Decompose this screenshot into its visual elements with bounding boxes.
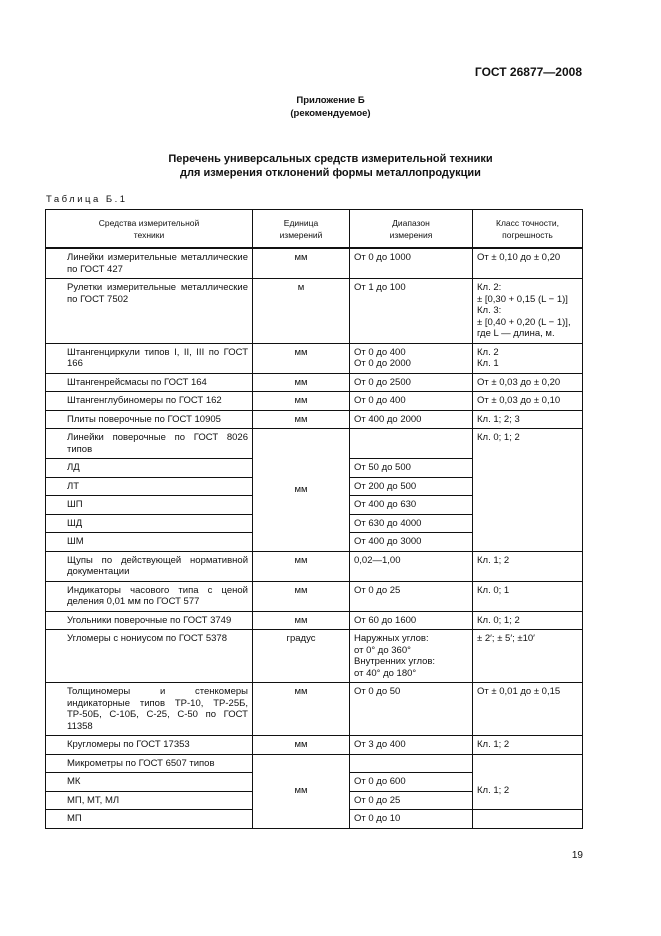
unit-cell: мм: [253, 683, 350, 736]
unit-cell: мм: [253, 373, 350, 392]
instrument-name: Кругломеры по ГОСТ 17353: [46, 736, 253, 755]
document-title: [0, 152, 661, 180]
unit-cell: мм: [253, 736, 350, 755]
instrument-subtype: ЛД: [46, 459, 253, 478]
table-row: [46, 736, 583, 755]
range-cell: От 0 до 1000: [350, 248, 473, 279]
range-cell-empty: [350, 754, 473, 773]
instrument-name: Толщиномеры и стенкомеры индикаторные типов ТР-10, ТР-25Б, ТР-50Б, С-10Б, С-25, С-50 по ГОСТ 11358: [46, 683, 253, 736]
instrument-subtype: ШД: [46, 514, 253, 533]
header-unit: Единица измерений: [253, 210, 350, 249]
table-header-row: [46, 210, 583, 249]
table-row: [46, 392, 583, 411]
table-row: [46, 343, 583, 373]
range-cell: От 60 до 1600: [350, 611, 473, 630]
unit-cell: м: [253, 279, 350, 344]
unit-cell: мм: [253, 410, 350, 429]
instrument-name: Штангенциркули типов I, II, III по ГОСТ 166: [46, 343, 253, 373]
unit-cell: мм: [253, 551, 350, 581]
accuracy-cell: Кл. 1; 2: [473, 736, 583, 755]
accuracy-cell: Кл. 0; 1; 2: [473, 611, 583, 630]
unit-cell: мм: [253, 429, 350, 552]
accuracy-cell: От ± 0,03 до ± 0,20: [473, 373, 583, 392]
document-title-line-1: Перечень универсальных средств измерительной техники: [168, 153, 493, 165]
range-cell: От 200 до 500: [350, 477, 473, 496]
unit-cell: мм: [253, 581, 350, 611]
table-row: [46, 373, 583, 392]
table-row: [46, 611, 583, 630]
instrument-name: Угольники поверочные по ГОСТ 3749: [46, 611, 253, 630]
accuracy-cell: От ± 0,10 до ± 0,20: [473, 248, 583, 279]
unit-cell: мм: [253, 754, 350, 828]
accuracy-cell: Кл. 0; 1: [473, 581, 583, 611]
instrument-name: Линейки поверочные по ГОСТ 8026 типов: [46, 429, 253, 459]
table-row: [46, 429, 583, 459]
range-cell: От 0 до 50: [350, 683, 473, 736]
range-cell: От 0 до 400: [350, 392, 473, 411]
instrument-name: Щупы по действующей нормативной документации: [46, 551, 253, 581]
instrument-subtype: МП, МТ, МЛ: [46, 791, 253, 810]
instrument-name: Штангенглубиномеры по ГОСТ 162: [46, 392, 253, 411]
accuracy-cell: Кл. 1; 2; 3: [473, 410, 583, 429]
range-cell: От 0 до 10: [350, 810, 473, 829]
instrument-subtype: МП: [46, 810, 253, 829]
header-range: Диапазон измерения: [350, 210, 473, 249]
range-cell: От 0 до 600: [350, 773, 473, 792]
table-row: [46, 279, 583, 344]
instrument-name: Микрометры по ГОСТ 6507 типов: [46, 754, 253, 773]
range-cell-empty: [350, 429, 473, 459]
accuracy-cell: Кл. 2 Кл. 1: [473, 343, 583, 373]
document-title-line-2: для измерения отклонений формы металлопродукции: [180, 167, 481, 179]
unit-cell: мм: [253, 611, 350, 630]
range-cell: От 0 до 25: [350, 581, 473, 611]
page-number: 19: [571, 850, 583, 861]
instrument-subtype: ШМ: [46, 533, 253, 552]
instrument-name: Угломеры с нониусом по ГОСТ 5378: [46, 630, 253, 683]
table-row: [46, 248, 583, 279]
unit-cell: мм: [253, 392, 350, 411]
accuracy-cell: От ± 0,01 до ± 0,15: [473, 683, 583, 736]
range-cell: От 3 до 400: [350, 736, 473, 755]
accuracy-cell-empty: [473, 810, 583, 829]
table-row: [46, 630, 583, 683]
range-cell: От 0 до 25: [350, 791, 473, 810]
range-cell: Наружных углов: от 0° до 360° Внутренних углов: от 40° до 180°: [350, 630, 473, 683]
accuracy-cell: Кл. 2: ± [0,30 + 0,15 (L − 1)] Кл. 3: ± [0,40 + 0,20 (L − 1)], где L — длина, м.: [473, 279, 583, 344]
appendix-title: Приложение Б: [296, 95, 365, 106]
header-accuracy: Класс точности, погрешность: [473, 210, 583, 249]
instrument-subtype: ЛТ: [46, 477, 253, 496]
header-instrument: Средства измерительной техники: [46, 210, 253, 249]
accuracy-cell: Кл. 0; 1; 2: [473, 429, 583, 552]
standard-number: ГОСТ 26877—2008: [474, 65, 582, 79]
range-cell: От 400 до 2000: [350, 410, 473, 429]
range-cell: От 0 до 400 От 0 до 2000: [350, 343, 473, 373]
instrument-name: Штангенрейсмасы по ГОСТ 164: [46, 373, 253, 392]
instruments-table: [45, 209, 583, 829]
instrument-name: Линейки измерительные металлические по ГОСТ 427: [46, 248, 253, 279]
accuracy-cell: От ± 0,03 до ± 0,10: [473, 392, 583, 411]
instrument-subtype: МК: [46, 773, 253, 792]
table-row: [46, 683, 583, 736]
table-row: [46, 410, 583, 429]
appendix-heading: [0, 94, 661, 120]
unit-cell: мм: [253, 343, 350, 373]
range-cell: От 400 до 3000: [350, 533, 473, 552]
table-row: [46, 551, 583, 581]
table-caption: Таблица Б.1: [46, 194, 128, 205]
accuracy-cell-empty: [473, 754, 583, 773]
table-row: [46, 754, 583, 773]
range-cell: От 1 до 100: [350, 279, 473, 344]
range-cell: От 50 до 500: [350, 459, 473, 478]
instrument-name: Рулетки измерительные металлические по ГОСТ 7502: [46, 279, 253, 344]
instrument-name: Индикаторы часового типа с ценой деления 0,01 мм по ГОСТ 577: [46, 581, 253, 611]
appendix-subtitle: (рекомендуемое): [290, 108, 371, 119]
table-row: [46, 581, 583, 611]
accuracy-cell: Кл. 1; 2: [473, 773, 583, 810]
range-cell: От 400 до 630: [350, 496, 473, 515]
range-cell: От 0 до 2500: [350, 373, 473, 392]
instrument-subtype: ШП: [46, 496, 253, 515]
accuracy-cell: Кл. 1; 2: [473, 551, 583, 581]
range-cell: 0,02—1,00: [350, 551, 473, 581]
unit-cell: градус: [253, 630, 350, 683]
instrument-name: Плиты поверочные по ГОСТ 10905: [46, 410, 253, 429]
unit-cell: мм: [253, 248, 350, 279]
range-cell: От 630 до 4000: [350, 514, 473, 533]
accuracy-cell: ± 2′; ± 5′; ±10′: [473, 630, 583, 683]
